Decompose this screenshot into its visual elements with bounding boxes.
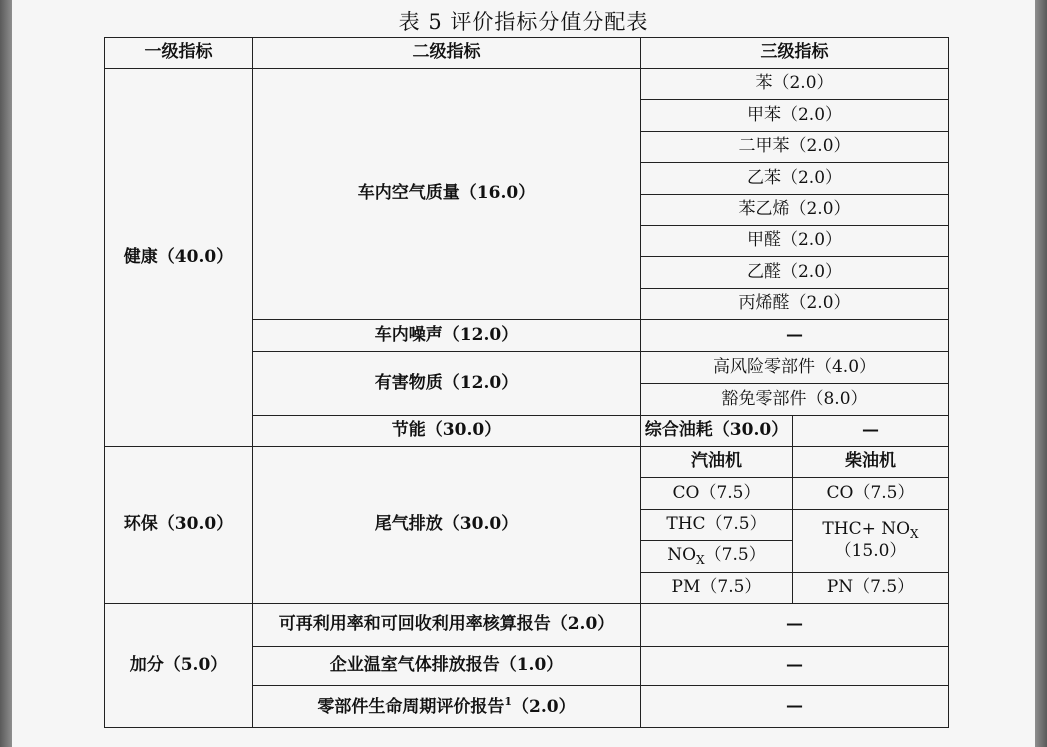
harmful-item: 高风险零部件（4.0） — [641, 352, 949, 384]
air-item: 丙烯醛（2.0） — [641, 289, 949, 320]
g-thc: THC（7.5） — [641, 510, 793, 541]
cell-harmful: 有害物质（12.0） — [253, 352, 641, 416]
air-item: 甲苯（2.0） — [641, 100, 949, 132]
d-thc-val: （15.0） — [834, 541, 907, 562]
cell-noise: 车内噪声（12.0） — [253, 320, 641, 352]
cell-emission: 尾气排放（30.0） — [253, 447, 641, 604]
bonus-row1: 可再利用率和可回收利用率核算报告（2.0） — [253, 604, 641, 647]
bonus-row3-val: （2.0） — [512, 696, 576, 717]
g-pm: PM（7.5） — [641, 573, 793, 604]
air-item: 乙醛（2.0） — [641, 257, 949, 289]
header-level2: 二级指标 — [253, 38, 641, 69]
g-nox — [641, 541, 793, 573]
fuel-value: — — [793, 416, 949, 447]
right-edge-shadow — [1035, 0, 1047, 747]
g-nox-main: NO — [667, 544, 697, 565]
bonus-row3-sup: 1 — [504, 694, 513, 708]
air-item: 甲醛（2.0） — [641, 226, 949, 257]
cell-bonus: 加分（5.0） — [105, 604, 253, 728]
air-item: 乙苯（2.0） — [641, 163, 949, 195]
left-edge-shadow — [0, 0, 12, 747]
score-allocation-table — [104, 37, 949, 728]
bonus-row2: 企业温室气体排放报告（1.0） — [253, 647, 641, 686]
header-level3: 三级指标 — [641, 38, 949, 69]
cell-env: 环保（30.0） — [105, 447, 253, 604]
d-pn: PN（7.5） — [793, 573, 949, 604]
d-thc-main: THC+ NO — [822, 519, 911, 540]
air-item: 苯（2.0） — [641, 69, 949, 100]
d-thc-sub: X — [910, 527, 919, 542]
cell-health: 健康（40.0） — [105, 69, 253, 447]
harmful-item: 豁免零部件（8.0） — [641, 384, 949, 416]
d-co: CO（7.5） — [793, 478, 949, 510]
bonus-row3-main: 零部件生命周期评价报告 — [317, 696, 505, 717]
bonus-row3-value: — — [641, 686, 949, 728]
table-caption: 表 5 评价指标分值分配表 — [398, 10, 649, 34]
header-level1: 一级指标 — [105, 38, 253, 69]
d-thc-nox — [793, 510, 949, 573]
cell-air-quality: 车内空气质量（16.0） — [253, 69, 641, 320]
cell-fuel: 综合油耗（30.0） — [641, 416, 793, 447]
cell-energy: 节能（30.0） — [253, 416, 641, 447]
air-item: 苯乙烯（2.0） — [641, 195, 949, 226]
bonus-row2-value: — — [641, 647, 949, 686]
gasoline-header: 汽油机 — [641, 447, 793, 478]
bonus-row1-value: — — [641, 604, 949, 647]
g-nox-sub: X — [696, 552, 705, 567]
g-nox-val: （7.5） — [704, 544, 766, 565]
bonus-row3 — [253, 686, 641, 728]
noise-value: — — [641, 320, 949, 352]
g-co: CO（7.5） — [641, 478, 793, 510]
diesel-header: 柴油机 — [793, 447, 949, 478]
air-item: 二甲苯（2.0） — [641, 132, 949, 163]
